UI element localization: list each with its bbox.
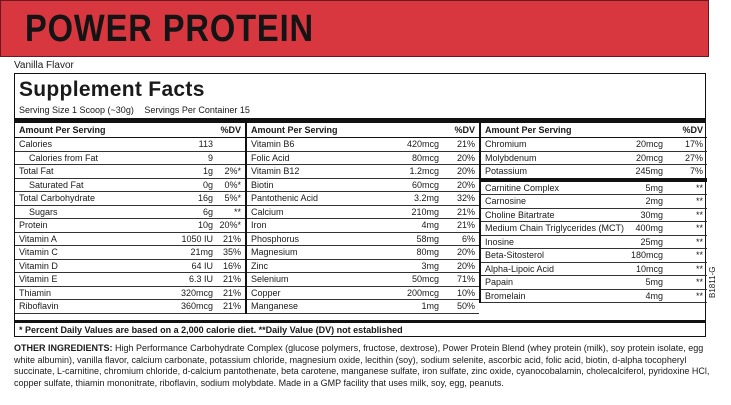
- nutrient-row: [481, 290, 707, 304]
- nutrient-amount: 58mg: [416, 233, 439, 244]
- nutrient-name: Vitamin A: [19, 233, 57, 244]
- nutrient-amount: 16g: [197, 193, 213, 203]
- nutrient-dv: 6%: [461, 233, 475, 244]
- nutrient-row: [481, 182, 707, 196]
- nutrient-row: [481, 195, 707, 209]
- column-header: [481, 123, 707, 138]
- nutrient-dv: **: [695, 182, 703, 193]
- product-title: POWER PROTEIN: [25, 8, 314, 50]
- nutrient-amount: 80mcg: [411, 152, 439, 163]
- nutrient-row: [15, 300, 245, 314]
- header-dv: %DV: [220, 125, 241, 135]
- nutrient-name: Carnosine: [485, 196, 527, 206]
- nutrient-row: [15, 273, 245, 287]
- nutrient-dv: **: [233, 206, 241, 217]
- nutrient-name: Saturated Fat: [29, 179, 84, 190]
- nutrient-name: Vitamin E: [19, 274, 58, 284]
- flavor-label: Vanilla Flavor: [14, 60, 74, 71]
- other-ingredients: [14, 343, 716, 389]
- nutrient-name: Pantothenic Acid: [251, 193, 319, 203]
- nutrient-row: [481, 263, 707, 277]
- nutrient-row: [247, 179, 479, 193]
- nutrient-dv: 0%*: [224, 179, 241, 190]
- nutrient-row: [15, 246, 245, 260]
- nutrient-name: Papain: [485, 277, 514, 287]
- nutrient-dv: 21%: [222, 274, 241, 284]
- nutrient-row: [15, 260, 245, 274]
- nutrient-amount: 400mg: [635, 223, 663, 233]
- nutrient-dv: 20%: [456, 166, 475, 176]
- nutrient-amount: 20mcg: [635, 152, 663, 163]
- header-dv: %DV: [682, 125, 703, 135]
- nutrient-name: Potassium: [485, 166, 528, 176]
- dv-footnote: * Percent Daily Values are based on a 2,000 calorie diet. **Daily Value (DV) not established: [19, 325, 403, 335]
- nutrient-dv: 21%: [456, 220, 475, 230]
- facts-title: Supplement Facts: [19, 78, 205, 101]
- facts-column-2: [245, 123, 479, 314]
- nutrient-row: [247, 233, 479, 247]
- nutrient-row: [481, 138, 707, 152]
- nutrient-dv: 21%: [456, 139, 475, 149]
- nutrient-name: Choline Bitartrate: [485, 209, 555, 220]
- footnote-divider: [15, 320, 705, 323]
- serving-size: Serving Size 1 Scoop (~30g): [19, 105, 134, 115]
- nutrient-amount: 3.2mg: [413, 193, 439, 203]
- nutrient-row: [15, 233, 245, 247]
- nutrient-amount: 3mg: [421, 260, 439, 271]
- nutrient-dv: 21%: [456, 206, 475, 217]
- nutrient-name: Vitamin B6: [251, 139, 295, 149]
- nutrient-name: Beta-Sitosterol: [485, 250, 545, 260]
- nutrient-name: Sugars: [29, 206, 58, 217]
- nutrient-amount: 60mcg: [411, 179, 439, 190]
- nutrient-amount: 50mcg: [411, 274, 439, 284]
- nutrient-amount: 20mcg: [635, 139, 663, 149]
- nutrient-dv: 21%: [222, 287, 241, 298]
- nutrient-row: [15, 179, 245, 193]
- ingredients-text: High Performance Carbohydrate Complex (glucose polymers, fructose, dextrose), Power Protein Blend (whey protein (milk), soy protein isolate, egg white albumin), vanilla flavor, calcium carbonate, potassium chloride, magnesium oxide, lecithin (soy), sodium selenite, ascorbic acid, folic acid, biotin, d-alpha tocopheryl succinate, L-carnitine, chromium chloride, d-calcium pantothenate, beta carotene, manganese sulfate, iron sulfate, zinc oxide, cyanocobalamin, cholecalciferol, pyridoxine HCl, copper sulfate, thiamin mononitrate, riboflavin, sodium molybdate. Made in a GMP facility that uses milk, soy, egg, peanuts.: [14, 343, 710, 388]
- serving-info: [19, 105, 258, 116]
- servings-per-container: Servings Per Container 15: [144, 105, 250, 115]
- nutrient-name: Riboflavin: [19, 301, 59, 311]
- nutrient-row: [15, 165, 245, 179]
- nutrient-amount: 360mcg: [180, 301, 213, 311]
- nutrient-row: [247, 152, 479, 166]
- header-dv: %DV: [454, 125, 475, 135]
- nutrient-dv: **: [695, 250, 703, 260]
- nutrient-row: [247, 138, 479, 152]
- nutrient-row: [247, 192, 479, 206]
- nutrient-amount: 5mg: [645, 182, 663, 193]
- nutrient-amount: 6g: [202, 206, 213, 217]
- supplement-facts-panel: [14, 73, 706, 337]
- nutrient-name: Thiamin: [19, 287, 52, 298]
- header-amount: Amount Per Serving: [485, 125, 572, 135]
- nutrient-amount: 4mg: [645, 290, 663, 301]
- nutrient-amount: 5mg: [645, 277, 663, 287]
- header-amount: Amount Per Serving: [19, 125, 106, 135]
- ingredients-label: OTHER INGREDIENTS:: [14, 343, 113, 353]
- nutrient-amount: 200mcg: [406, 287, 439, 298]
- nutrient-name: Chromium: [485, 139, 527, 149]
- nutrient-dv: 20%*: [219, 220, 241, 230]
- nutrient-name: Molybdenum: [485, 152, 537, 163]
- nutrient-amount: 30mg: [640, 209, 663, 220]
- nutrient-name: Vitamin B12: [251, 166, 300, 176]
- nutrient-row: [247, 273, 479, 287]
- nutrient-name: Calcium: [251, 206, 284, 217]
- nutrient-dv: 27%: [684, 152, 703, 163]
- nutrient-name: Folic Acid: [251, 152, 290, 163]
- nutrient-amount: 113: [198, 139, 213, 149]
- nutrient-name: Medium Chain Triglycerides (MCT): [485, 223, 625, 233]
- nutrient-name: Carnitine Complex: [485, 182, 560, 193]
- nutrient-dv: 20%: [456, 247, 475, 257]
- nutrient-amount: 6.3 IU: [188, 274, 213, 284]
- nutrient-row: [247, 206, 479, 220]
- nutrient-name: Phosphorus: [251, 233, 300, 244]
- nutrient-name: Bromelain: [485, 290, 526, 301]
- nutrient-amount: 1mg: [421, 301, 439, 311]
- nutrient-dv: **: [695, 290, 703, 301]
- nutrient-dv: **: [695, 223, 703, 233]
- nutrient-name: Iron: [251, 220, 267, 230]
- nutrient-name: Zinc: [251, 260, 269, 271]
- nutrient-name: Biotin: [251, 179, 274, 190]
- nutrient-row: [15, 192, 245, 206]
- nutrient-name: Protein: [19, 220, 48, 230]
- product-code: B1811-G: [708, 266, 717, 298]
- nutrient-row: [481, 209, 707, 223]
- nutrient-amount: 180mcg: [630, 250, 663, 260]
- nutrient-name: Calories from Fat: [29, 152, 99, 163]
- nutrient-dv: 2%*: [224, 166, 241, 176]
- nutrient-amount: 210mg: [411, 206, 439, 217]
- nutrient-name: Total Fat: [19, 166, 54, 176]
- nutrient-amount: 10mcg: [635, 263, 663, 274]
- nutrient-amount: 80mg: [416, 247, 439, 257]
- nutrient-name: Alpha-Lipoic Acid: [485, 263, 555, 274]
- nutrient-dv: **: [695, 277, 703, 287]
- nutrient-dv: **: [695, 196, 703, 206]
- nutrient-row: [481, 249, 707, 263]
- column-header: [247, 123, 479, 138]
- nutrient-amount: 2mg: [645, 196, 663, 206]
- nutrient-dv: 10%: [456, 287, 475, 298]
- nutrient-dv: 7%: [689, 166, 703, 176]
- nutrient-amount: 64 IU: [191, 260, 213, 271]
- nutrient-dv: 35%: [222, 247, 241, 257]
- nutrient-name: Calories: [19, 139, 53, 149]
- nutrient-amount: 25mg: [640, 236, 663, 247]
- nutrient-name: Magnesium: [251, 247, 298, 257]
- nutrient-row: [481, 236, 707, 250]
- nutrient-dv: 20%: [456, 260, 475, 271]
- nutrient-row: [15, 138, 245, 152]
- nutrient-name: Manganese: [251, 301, 299, 311]
- header-amount: Amount Per Serving: [251, 125, 338, 135]
- nutrient-row: [481, 222, 707, 236]
- nutrient-name: Copper: [251, 287, 281, 298]
- nutrient-row: [247, 246, 479, 260]
- nutrient-row: [481, 165, 707, 182]
- nutrient-dv: 71%: [456, 274, 475, 284]
- facts-column-3: [479, 123, 707, 303]
- nutrient-dv: **: [695, 209, 703, 220]
- nutrient-amount: 420mcg: [406, 139, 439, 149]
- nutrient-amount: 245mg: [635, 166, 663, 176]
- nutrient-row: [247, 287, 479, 301]
- nutrient-amount: 10g: [197, 220, 213, 230]
- nutrient-row: [247, 300, 479, 314]
- nutrient-name: Inosine: [485, 236, 515, 247]
- nutrient-amount: 0g: [202, 179, 213, 190]
- nutrient-amount: 4mg: [421, 220, 439, 230]
- nutrient-name: Vitamin C: [19, 247, 58, 257]
- nutrient-dv: 17%: [684, 139, 703, 149]
- nutrient-dv: 20%: [456, 152, 475, 163]
- nutrient-row: [481, 276, 707, 290]
- nutrient-amount: 21mg: [190, 247, 213, 257]
- nutrient-amount: 320mcg: [180, 287, 213, 298]
- facts-column-1: [15, 123, 245, 314]
- nutrient-row: [15, 152, 245, 166]
- nutrient-name: Total Carbohydrate: [19, 193, 96, 203]
- product-banner: [0, 0, 709, 57]
- nutrient-amount: 1.2mcg: [409, 166, 439, 176]
- nutrient-dv: **: [695, 236, 703, 247]
- nutrient-dv: 16%: [222, 260, 241, 271]
- nutrient-amount: 1050 IU: [181, 233, 213, 244]
- nutrient-row: [247, 165, 479, 179]
- nutrient-dv: 21%: [222, 233, 241, 244]
- nutrient-row: [15, 219, 245, 233]
- nutrient-dv: 32%: [456, 193, 475, 203]
- nutrient-dv: 50%: [456, 301, 475, 311]
- nutrient-amount: 1g: [202, 166, 213, 176]
- nutrient-row: [15, 206, 245, 220]
- nutrient-dv: **: [695, 263, 703, 274]
- nutrient-dv: 5%*: [224, 193, 241, 203]
- nutrient-name: Vitamin D: [19, 260, 58, 271]
- nutrient-dv: 20%: [456, 179, 475, 190]
- nutrient-name: Selenium: [251, 274, 289, 284]
- nutrient-row: [247, 219, 479, 233]
- nutrient-row: [247, 260, 479, 274]
- column-header: [15, 123, 245, 138]
- nutrient-amount: 9: [207, 152, 213, 163]
- nutrient-dv: 21%: [222, 301, 241, 311]
- nutrient-row: [15, 287, 245, 301]
- nutrient-row: [481, 152, 707, 166]
